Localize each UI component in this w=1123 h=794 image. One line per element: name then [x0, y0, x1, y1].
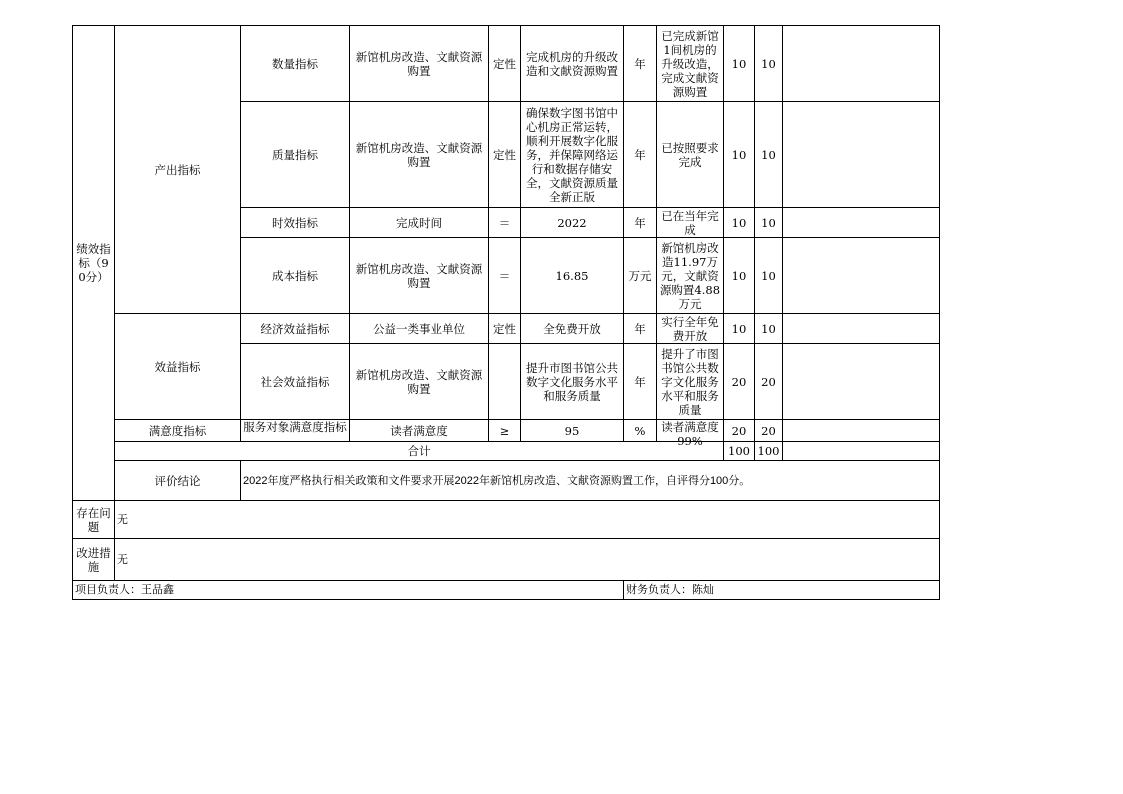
total-score: 100 — [755, 442, 783, 461]
actual-cell: 新馆机房改造11.97万元，文献资源购置4.88万元 — [657, 238, 724, 314]
actual-text: 读者满意度99% — [661, 420, 719, 448]
content-cell: 新馆机房改造、文献资源购置 — [350, 344, 489, 420]
project-lead: 项目负责人：王品鑫 — [73, 581, 624, 600]
actual-cell: 提升了市图书馆公共数字文化服务水平和服务质量 — [657, 344, 724, 420]
target-cell: 95 — [521, 420, 624, 442]
score-cell: 10 — [755, 238, 783, 314]
note-cell — [783, 102, 940, 208]
unit-cell: 年 — [624, 208, 657, 238]
indicator-cell: 经济效益指标 — [241, 314, 350, 344]
operator-cell: ＝ — [489, 208, 521, 238]
weight-cell: 10 — [724, 208, 755, 238]
weight-cell: 10 — [724, 314, 755, 344]
category-cell: 绩效指标（90分） — [73, 26, 115, 501]
score-cell: 20 — [755, 344, 783, 420]
conclusion-text: 2022年度严格执行相关政策和文件要求开展2022年新馆机房改造、文献资源购置工作，自评得分100分。 — [241, 461, 940, 501]
target-cell: 2022 — [521, 208, 624, 238]
actual-cell — [657, 420, 724, 448]
operator-cell: 定性 — [489, 26, 521, 102]
note-cell — [783, 420, 940, 442]
operator-cell: ≥ — [489, 420, 521, 442]
weight-cell: 10 — [724, 26, 755, 102]
problems-row — [73, 501, 940, 539]
content-cell: 完成时间 — [350, 208, 489, 238]
unit-cell: 年 — [624, 26, 657, 102]
total-weight: 100 — [724, 442, 755, 461]
weight-cell: 20 — [724, 344, 755, 420]
content-cell: 新馆机房改造、文献资源购置 — [350, 102, 489, 208]
weight-cell: 20 — [724, 420, 755, 442]
finance-lead: 财务负责人：陈灿 — [624, 581, 940, 600]
weight-cell: 10 — [724, 102, 755, 208]
table-row — [73, 314, 940, 344]
target-cell: 完成机房的升级改造和文献资源购置 — [521, 26, 624, 102]
note-cell — [783, 344, 940, 420]
total-label: 合计 — [115, 442, 724, 461]
indicator-cell: 数量指标 — [241, 26, 350, 102]
footer-row — [73, 581, 940, 600]
improvements-text: 无 — [115, 539, 940, 581]
conclusion-label: 评价结论 — [115, 461, 241, 501]
indicator-text: 服务对象满意度指标 — [243, 420, 347, 434]
score-cell: 10 — [755, 314, 783, 344]
actual-cell: 已在当年完成 — [657, 208, 724, 238]
actual-cell: 已完成新馆1间机房的升级改造，完成文献资源购置 — [657, 26, 724, 102]
actual-cell: 已按照要求完成 — [657, 102, 724, 208]
table-row — [73, 420, 940, 442]
indicator-cell: 时效指标 — [241, 208, 350, 238]
total-note — [783, 442, 940, 461]
target-cell: 确保数字图书馆中心机房正常运转，顺利开展数字化服务，并保障网络运行和数据存储安全，文献资源质量全新正版 — [521, 102, 624, 208]
content-cell: 新馆机房改造、文献资源购置 — [350, 26, 489, 102]
operator-cell — [489, 344, 521, 420]
improvements-label: 改进措施 — [73, 539, 115, 581]
unit-cell: % — [624, 420, 657, 442]
score-cell: 10 — [755, 102, 783, 208]
note-cell — [783, 26, 940, 102]
indicator-cell: 成本指标 — [241, 238, 350, 314]
note-cell — [783, 314, 940, 344]
note-cell — [783, 208, 940, 238]
actual-cell: 实行全年免费开放 — [657, 314, 724, 344]
operator-cell: 定性 — [489, 314, 521, 344]
note-cell — [783, 238, 940, 314]
unit-cell: 年 — [624, 344, 657, 420]
conclusion-row — [73, 461, 940, 501]
total-row — [73, 442, 940, 461]
indicator-cell — [241, 420, 350, 442]
performance-table — [72, 25, 940, 600]
target-cell: 16.85 — [521, 238, 624, 314]
group-benefit: 效益指标 — [115, 314, 241, 420]
unit-cell: 年 — [624, 314, 657, 344]
operator-cell: ＝ — [489, 238, 521, 314]
indicator-cell: 质量指标 — [241, 102, 350, 208]
target-cell: 全免费开放 — [521, 314, 624, 344]
group-output: 产出指标 — [115, 26, 241, 314]
weight-cell: 10 — [724, 238, 755, 314]
score-cell: 10 — [755, 208, 783, 238]
indicator-cell: 社会效益指标 — [241, 344, 350, 420]
target-cell: 提升市图书馆公共数字文化服务水平和服务质量 — [521, 344, 624, 420]
improvements-row — [73, 539, 940, 581]
operator-cell: 定性 — [489, 102, 521, 208]
score-cell: 10 — [755, 26, 783, 102]
score-cell: 20 — [755, 420, 783, 442]
unit-cell: 万元 — [624, 238, 657, 314]
content-cell: 公益一类事业单位 — [350, 314, 489, 344]
group-satisfaction: 满意度指标 — [115, 420, 241, 442]
problems-text: 无 — [115, 501, 940, 539]
unit-cell: 年 — [624, 102, 657, 208]
table-row — [73, 26, 940, 102]
problems-label: 存在问题 — [73, 501, 115, 539]
content-cell: 读者满意度 — [350, 420, 489, 442]
content-cell: 新馆机房改造、文献资源购置 — [350, 238, 489, 314]
